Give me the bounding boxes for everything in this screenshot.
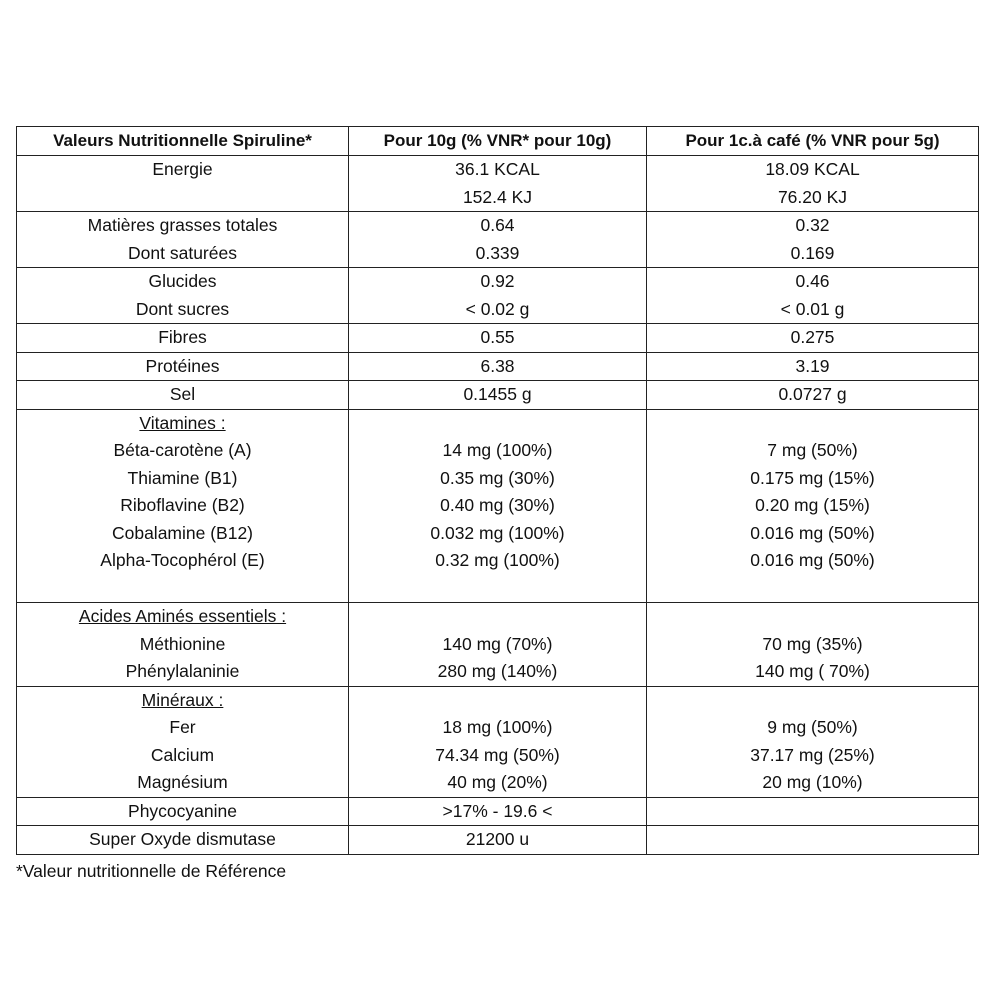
nutrient-value: 0.275 bbox=[790, 327, 835, 347]
table-row bbox=[17, 212, 979, 268]
nutrient-cell bbox=[17, 268, 349, 324]
nutrient-value: 0.32 bbox=[795, 215, 830, 235]
nutrient-cell bbox=[17, 826, 349, 855]
nutrient-value: 18 mg (100%) bbox=[442, 717, 553, 737]
table-body bbox=[17, 156, 979, 855]
nutrient-value: 70 mg (35%) bbox=[762, 633, 863, 654]
per-10g-cell bbox=[349, 603, 647, 687]
nutrient-cell bbox=[17, 603, 349, 687]
table-row bbox=[17, 826, 979, 855]
nutrient-label: Thiamine (B1) bbox=[127, 467, 238, 488]
per-teaspoon-cell bbox=[647, 324, 979, 353]
nutrition-document bbox=[16, 126, 978, 883]
nutrient-label: Calcium bbox=[150, 744, 215, 765]
spacer-line bbox=[349, 603, 646, 631]
nutrient-value: 140 mg ( 70%) bbox=[755, 661, 870, 681]
nutrient-value bbox=[349, 575, 646, 603]
nutrient-value: 0.016 mg (50%) bbox=[750, 522, 875, 543]
section-heading: Minéraux : bbox=[141, 689, 224, 710]
header-per-10g: Pour 10g (% VNR* pour 10g) bbox=[349, 127, 647, 156]
nutrient-value: 7 mg (50%) bbox=[767, 440, 858, 460]
nutrient-cell bbox=[17, 352, 349, 381]
nutrient-value: 20 mg (10%) bbox=[762, 772, 863, 792]
nutrient-value: 18.09 KCAL bbox=[765, 159, 860, 179]
per-10g-cell bbox=[349, 686, 647, 797]
nutrient-value: 0.032 mg (100%) bbox=[430, 522, 565, 543]
nutrient-value: 40 mg (20%) bbox=[447, 772, 548, 792]
nutrient-label bbox=[17, 575, 348, 603]
nutrient-label: Dont sucres bbox=[135, 298, 230, 319]
nutrient-value: 21200 u bbox=[465, 829, 530, 849]
per-10g-cell bbox=[349, 797, 647, 826]
table-row bbox=[17, 352, 979, 381]
nutrient-value bbox=[647, 826, 978, 854]
table-row bbox=[17, 381, 979, 410]
nutrient-value: 0.175 mg (15%) bbox=[750, 467, 875, 488]
nutrient-value: 0.46 bbox=[795, 271, 830, 291]
per-10g-cell bbox=[349, 156, 647, 212]
table-row bbox=[17, 409, 979, 603]
nutrient-cell bbox=[17, 324, 349, 353]
nutrient-label: Sel bbox=[169, 384, 196, 404]
per-teaspoon-cell bbox=[647, 381, 979, 410]
spacer-line bbox=[349, 687, 646, 715]
nutrient-label: Glucides bbox=[148, 271, 217, 291]
nutrient-label: Magnésium bbox=[137, 772, 228, 792]
spacer-line bbox=[349, 410, 646, 438]
nutrient-value: 152.4 KJ bbox=[462, 186, 533, 207]
nutrient-label: Dont saturées bbox=[128, 242, 237, 263]
nutrient-cell bbox=[17, 156, 349, 212]
nutrient-value bbox=[647, 575, 978, 603]
nutrient-value: 14 mg (100%) bbox=[442, 440, 553, 460]
nutrient-value: 74.34 mg (50%) bbox=[435, 744, 560, 765]
nutrient-value: 36.1 KCAL bbox=[455, 159, 540, 179]
nutrient-label: Fibres bbox=[158, 327, 207, 347]
nutrient-cell bbox=[17, 797, 349, 826]
nutrient-label: Béta-carotène (A) bbox=[113, 440, 252, 460]
nutrient-cell bbox=[17, 686, 349, 797]
per-10g-cell bbox=[349, 352, 647, 381]
nutrient-value: 0.55 bbox=[480, 327, 515, 347]
table-header-row bbox=[17, 127, 979, 156]
nutrient-cell bbox=[17, 212, 349, 268]
nutrient-value: 0.35 mg (30%) bbox=[440, 467, 555, 488]
nutrient-label: Alpha-Tocophérol (E) bbox=[100, 550, 265, 570]
nutrient-value: 0.169 bbox=[790, 242, 835, 263]
nutrient-label: Fer bbox=[169, 717, 196, 737]
nutrient-value bbox=[647, 798, 978, 826]
nutrient-label: Riboflavine (B2) bbox=[120, 495, 245, 515]
per-teaspoon-cell bbox=[647, 212, 979, 268]
header-nutrient: Valeurs Nutritionnelle Spiruline* bbox=[17, 127, 349, 156]
nutrient-value: >17% - 19.6 < bbox=[442, 800, 553, 821]
nutrient-value: 0.339 bbox=[475, 242, 520, 263]
nutrient-label: Phycocyanine bbox=[128, 800, 237, 821]
nutrient-value: 140 mg (70%) bbox=[442, 633, 553, 654]
per-10g-cell bbox=[349, 826, 647, 855]
footnote: *Valeur nutritionnelle de Référence bbox=[16, 860, 287, 881]
per-10g-cell bbox=[349, 268, 647, 324]
section-heading: Acides Aminés essentiels : bbox=[78, 606, 287, 626]
nutrient-value: 0.016 mg (50%) bbox=[750, 550, 875, 570]
table-row bbox=[17, 324, 979, 353]
nutrient-label: Méthionine bbox=[139, 633, 226, 654]
nutrient-value: 0.0727 g bbox=[778, 384, 847, 404]
nutrition-table bbox=[16, 126, 979, 855]
nutrient-cell bbox=[17, 381, 349, 410]
nutrient-value: < 0.02 g bbox=[465, 298, 530, 319]
spacer-line bbox=[647, 410, 978, 438]
table-row bbox=[17, 797, 979, 826]
per-teaspoon-cell bbox=[647, 409, 979, 603]
per-10g-cell bbox=[349, 409, 647, 603]
per-10g-cell bbox=[349, 381, 647, 410]
per-teaspoon-cell bbox=[647, 352, 979, 381]
per-teaspoon-cell bbox=[647, 797, 979, 826]
section-heading: Vitamines : bbox=[139, 412, 226, 433]
table-row bbox=[17, 156, 979, 212]
nutrient-value: 9 mg (50%) bbox=[767, 717, 858, 737]
nutrient-value: 3.19 bbox=[795, 355, 830, 376]
spacer-line bbox=[647, 687, 978, 715]
nutrient-label: Super Oxyde dismutase bbox=[89, 829, 276, 849]
per-teaspoon-cell bbox=[647, 603, 979, 687]
nutrient-label bbox=[17, 184, 348, 212]
nutrient-label: Matières grasses totales bbox=[87, 215, 278, 235]
table-row bbox=[17, 603, 979, 687]
nutrient-value: 280 mg (140%) bbox=[437, 661, 558, 681]
header-per-teaspoon: Pour 1c.à café (% VNR pour 5g) bbox=[647, 127, 979, 156]
nutrient-value: < 0.01 g bbox=[780, 298, 845, 319]
per-teaspoon-cell bbox=[647, 826, 979, 855]
per-teaspoon-cell bbox=[647, 156, 979, 212]
nutrient-cell bbox=[17, 409, 349, 603]
nutrient-value: 0.32 mg (100%) bbox=[435, 550, 560, 570]
nutrient-value: 0.1455 g bbox=[463, 384, 532, 404]
nutrient-value: 76.20 KJ bbox=[777, 186, 848, 207]
per-10g-cell bbox=[349, 324, 647, 353]
spacer-line bbox=[647, 603, 978, 631]
nutrient-value: 6.38 bbox=[480, 355, 515, 376]
table-row bbox=[17, 686, 979, 797]
nutrient-value: 0.20 mg (15%) bbox=[755, 495, 870, 515]
nutrient-value: 0.92 bbox=[480, 271, 515, 291]
nutrient-label: Cobalamine (B12) bbox=[111, 522, 254, 543]
per-teaspoon-cell bbox=[647, 268, 979, 324]
per-teaspoon-cell bbox=[647, 686, 979, 797]
nutrient-value: 0.40 mg (30%) bbox=[440, 495, 555, 515]
nutrient-label: Protéines bbox=[145, 355, 220, 376]
nutrient-value: 0.64 bbox=[480, 215, 515, 235]
nutrient-value: 37.17 mg (25%) bbox=[750, 744, 875, 765]
nutrient-label: Energie bbox=[152, 159, 213, 179]
nutrient-label: Phénylalaninie bbox=[125, 661, 240, 681]
per-10g-cell bbox=[349, 212, 647, 268]
table-row bbox=[17, 268, 979, 324]
